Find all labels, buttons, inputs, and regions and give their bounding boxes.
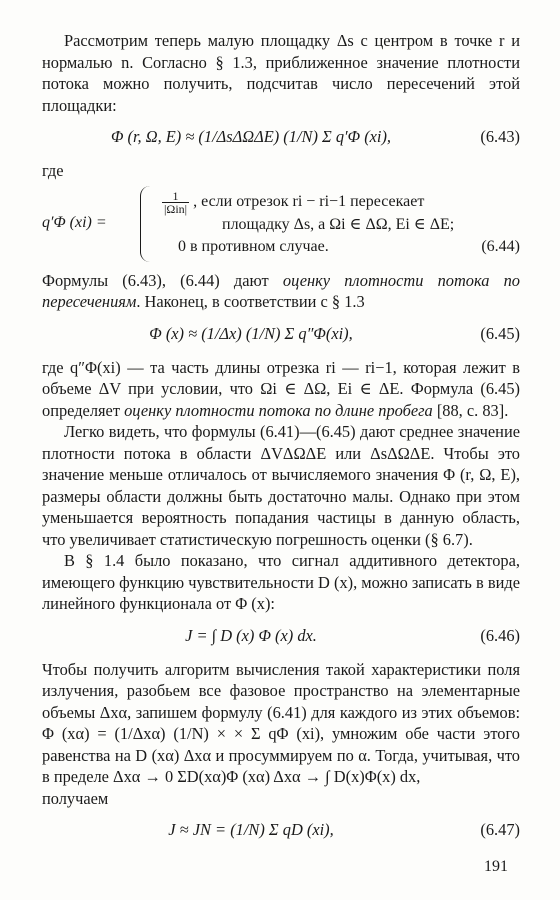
equation-6-44-case2: 0 в противном случае. [178,237,329,255]
equation-6-45 [42,323,520,345]
equation-6-47-formula: J ≈ JN = (1/N) Σ qD (xi), [168,820,334,839]
equation-6-44 [42,186,520,264]
equation-6-44-case1-cont: площадку Δs, а Ωi ∈ ΔΩ, Ei ∈ ΔE; [222,215,455,233]
paragraph-average-value: Легко видеть, что формулы (6.41)—(6.45) дают среднее значение плотности потока в области ΔVΔΩΔE или ΔsΔΩΔE. Чтобы это значение меньше отличалось от вычисляемого значения Φ (r, Ω, E), размеры области должны быть достаточно малы. Однако при этом уменьшается вероятность попадания частицы в данную область, что увеличивает статистическую погрешность оценки (§ 6.7). [42,422,520,549]
equation-6-44-case1-text: , если отрезок ri − ri−1 пересекает [193,192,425,210]
paragraph-detector-signal: В § 1.4 было показано, что сигнал аддитивного детектора, имеющего функцию чувствительности D (x), можно записать в виде линейного функционала от Φ (x): [42,551,520,613]
equation-6-43-number: (6.43) [480,127,520,146]
equation-6-44-lhs: q′Φ (xi) = [42,213,107,231]
paragraph-algorithm: Чтобы получить алгоритм вычисления такой характеристики поля излучения, разобьем все фазовое пространство на элементарные объемы Δxα, запишем формулу (6.41) для каждого из этих объемов: Φ (xα) = (1/Δxα) (1/N) × × Σ qΦ (xi), умножим обе части этого равенства на D (xα) Δxα и просуммируем по α. Тогда, учитывая, что в пределе Δxα → 0 ΣD(xα)Φ (xα) Δxα → ∫ D(x)Φ(x) dx, [42,659,520,786]
paragraph-estimate-crossings [42,270,520,313]
emphasis-term: оценку плотности потока по длине пробега [124,400,433,420]
paragraph-text: . Наконец, в соответствии с § 1.3 [136,292,365,311]
equation-6-43 [42,126,520,148]
equation-6-43-formula: Φ (r, Ω, E) ≈ (1/ΔsΔΩΔE) (1/N) Σ q′Φ (xi), [110,127,392,146]
paragraph-intro: Рассмотрим теперь малую площадку Δs с центром в точке r и нормалью n. Согласно § 1.3, приближенное значение плотности потока можно получить, подсчитав число пересечений этой площадки: [42,31,520,115]
page-number: 191 [484,858,508,875]
fraction-denominator: |Ωin| [164,201,188,216]
equation-6-45-number: (6.45) [480,323,520,343]
page-body [42,30,520,853]
equation-6-45-formula: Φ (x) ≈ (1/Δx) (1/N) Σ q″Φ(xi), [149,323,353,343]
equation-6-46-number: (6.46) [480,625,520,645]
equation-6-47 [42,819,520,841]
equation-6-44-number: (6.44) [481,237,520,255]
emphasis-term: оценку плотности потока по пересечениям [42,270,521,311]
fraction-numerator: 1 [162,190,189,203]
brace-symbol [140,186,155,262]
paragraph-text: [88, с. 83]. [432,400,509,420]
fraction [162,190,189,215]
equation-6-46 [42,625,520,647]
paragraph-text: Формулы (6.43), (6.44) дают [42,270,283,290]
where-label: где [42,161,64,180]
paragraph-path-length [42,357,520,422]
paragraph-obtain: получаем [42,788,109,808]
paragraph-text: где q″Φ(xi) — та часть длины отрезка ri — ri−1, которая лежит в объеме ΔV при условии, что Ωi ∈ ΔΩ, Ei ∈ ΔE. Формула (6.45) определяет [42,357,520,420]
equation-6-46-formula: J = ∫ D (x) Φ (x) dx. [185,625,317,645]
equation-6-47-number: (6.47) [480,820,520,839]
equation-6-44-case1 [162,190,520,215]
